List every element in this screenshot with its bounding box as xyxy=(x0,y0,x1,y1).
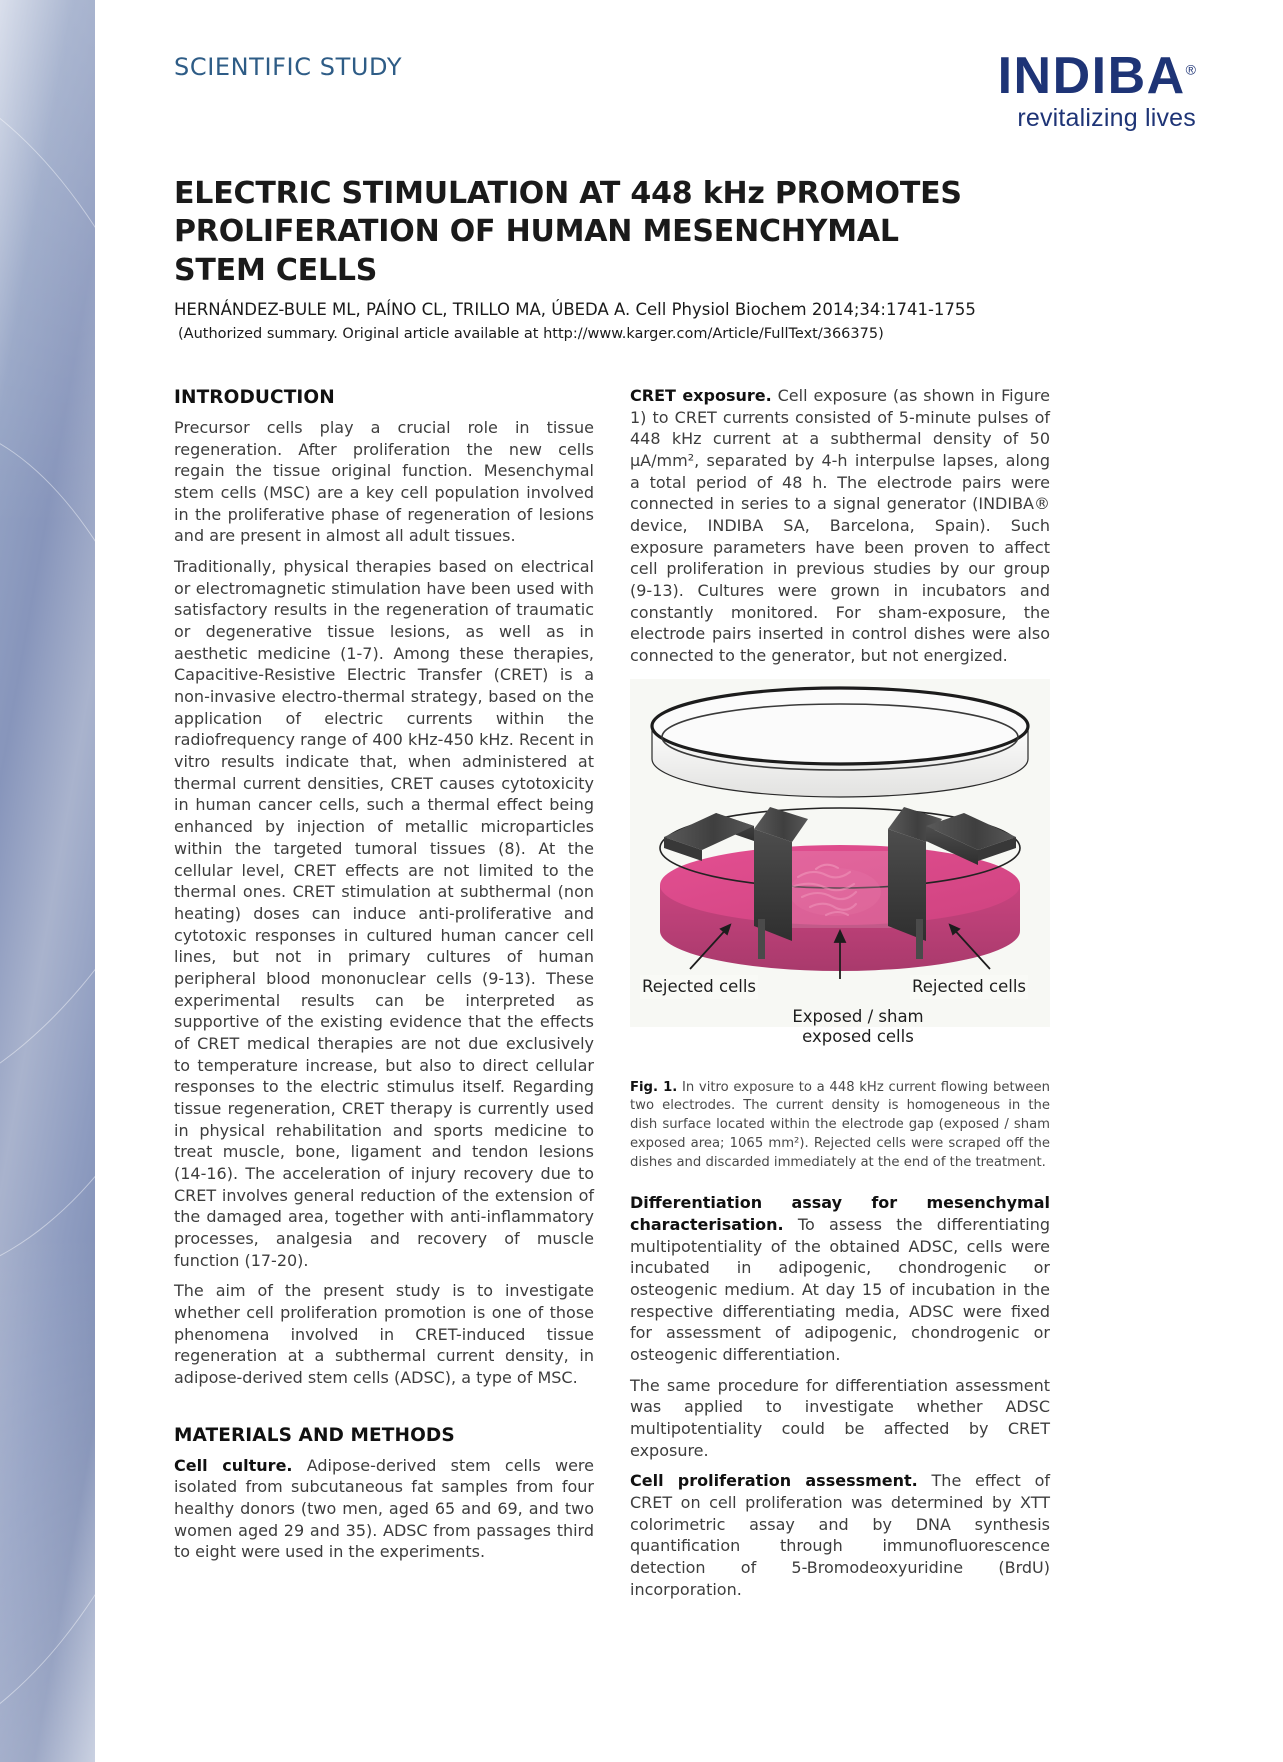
figure-1-illustration xyxy=(630,679,1050,1047)
cret-exposure-body: Cell exposure (as shown in Figure 1) to CRET currents consisted of 5-minute pulses of 448 kHz current at a subthermal density of 50 µA/mm², separated by 4-h interpulse lapses, along a total period of 48 h. The electrode pairs were connected in series to a signal generator (INDIBA® device, INDIBA SA, Barcelona, Spain). Such exposure parameters have been proven to affect cell proliferation in previous studies by our group (9-13). Cultures were grown in incubators and constantly monitored. For sham-exposure, the electrode pairs inserted in control dishes were also connected to the generator, but not energized. xyxy=(630,386,1050,666)
figure-1-caption xyxy=(630,1079,1050,1173)
right-text-column xyxy=(630,385,1050,1610)
figure-caption-body: In vitro exposure to a 448 kHz current flowing between two electrodes. The current density is homogeneous in the dish surface located within the electrode gap (exposed / sham exposed area; 1065 mm²). Rejected cells were scraped off the dishes and discarded immediately at the end of the treatment. xyxy=(630,1079,1050,1170)
figure-label-exposed-line2: exposed cells xyxy=(802,1027,914,1047)
cell-proliferation-body: The effect of CRET on cell proliferation was determined by XTT colorimetric assay and by DNA synthesis quantification through immunofluorescence detection of 5-Bromodeoxyuridine (BrdU) incorporation. xyxy=(630,1471,1051,1599)
cell-culture-lead: Cell culture. xyxy=(174,1455,293,1475)
band-shading xyxy=(0,0,95,1762)
document-page xyxy=(98,0,1283,1762)
decorative-side-band xyxy=(0,0,95,1762)
byline-authors: HERNÁNDEZ-BULE ML, PAÍNO CL, TRILLO MA, ÚBEDA A. Cell Physiol Biochem 2014;34:1741-1755 xyxy=(174,300,976,319)
figure-caption-lead: Fig. 1. xyxy=(630,1079,678,1095)
intro-paragraph-1: Precursor cells play a crucial role in tissue regeneration. After proliferation the new cells regain the tissue original function. Mesenchymal stem cells (MSC) are a key cell population involved in the proliferative phase of regeneration of lesions and are present in almost all adult tissues. xyxy=(174,418,594,546)
cell-proliferation-lead: Cell proliferation assessment. xyxy=(630,1471,918,1491)
page-title: ELECTRIC STIMULATION AT 448 kHz PROMOTES PROLIFERATION OF HUMAN MESENCHYMAL STEM CELLS xyxy=(174,176,962,288)
kicker-label: SCIENTIFIC STUDY xyxy=(174,53,403,81)
cell-culture-paragraph xyxy=(174,1455,594,1563)
indiba-logo xyxy=(997,47,1196,132)
intro-paragraph-2: Traditionally, physical therapies based on electrical or electromagnetic stimulation have been used with satisfactory results in the regeneration of traumatic or degenerative tissue lesions, as well as in aesthetic medicine (1-7). Among these therapies, Capacitive-Resistive Electric Transfer (CRET) is a non-invasive electro-thermal strategy, based on the application of electric currents within the radiofrequency range of 400 kHz-450 kHz. Recent in vitro results indicate that, when administered at thermal current densities, CRET causes cytotoxicity in human cancer cells, such a thermal effect being enhanced by injection of metallic microparticles within the targeted tumoral tissues (8). At the cellular level, CRET effects are not limited to the thermal ones. CRET stimulation at subthermal (non heating) doses can induce anti-proliferative and cytotoxic responses in cultured human cancer cell lines, but not in primary cultures of human peripheral blood mononuclear cells (9-13). These experimental results can be interpreted as supportive of the existing evidence that the effects of CRET medical therapies are not due exclusively to temperature increase, but also to direct cellular responses to the electric stimulus itself. Regarding tissue regeneration, CRET therapy is currently used in physical rehabilitation and sports medicine to treat muscle, bone, ligament and tendon lesions (14-16). The acceleration of injury recovery due to CRET involves general reduction of the extension of the damaged area, together with anti-inflammatory processes, analgesia and recovery of muscle function (17-20). xyxy=(174,557,594,1270)
heading-materials-and-methods: MATERIALS AND METHODS xyxy=(174,1424,455,1446)
cret-exposure-paragraph xyxy=(630,385,1050,667)
byline xyxy=(174,298,1134,346)
differentiation-followup-paragraph: The same procedure for differentiation assessment was applied to investigate whether ADSC multipotentiality could be affected by CRET exposure. xyxy=(630,1375,1050,1460)
byline-note: (Authorized summary. Original article available at http://www.karger.com/Article/FullText/366375) xyxy=(178,325,884,342)
logo-tagline: revitalizing lives xyxy=(1017,104,1196,132)
left-text-column xyxy=(174,385,594,1572)
figure-label-rejected-cells-left: Rejected cells xyxy=(640,975,758,999)
figure-label-exposed-cells xyxy=(758,1007,958,1048)
page-header xyxy=(174,47,1196,140)
logo-word-text: INDIBA xyxy=(997,47,1186,105)
logo-wordmark xyxy=(997,47,1196,105)
heading-introduction: INTRODUCTION xyxy=(174,387,335,408)
differentiation-assay-paragraph xyxy=(630,1192,1050,1365)
cell-proliferation-paragraph xyxy=(630,1470,1050,1600)
figure-label-exposed-line1: Exposed / sham xyxy=(792,1006,924,1026)
registered-trademark-icon: ® xyxy=(1185,61,1196,78)
cret-exposure-lead: CRET exposure. xyxy=(630,386,772,405)
differentiation-assay-body: To assess the differentiating multipotentiality of the obtained ADSC, cells were incubated in adipogenic, chondrogenic or osteogenic medium. At day 15 of incubation in the respective differentiating media, ADSC were fixed for assessment of adipogenic, chondrogenic or osteogenic differentiation. xyxy=(630,1215,1050,1365)
figure-label-rejected-cells-right: Rejected cells xyxy=(910,975,1028,999)
differentiation-assay-lead: Differentiation assay for mesenchymal characterisation. xyxy=(630,1193,1050,1235)
cell-culture-body: Adipose-derived stem cells were isolated from subcutaneous fat samples from four healthy donors (two men, aged 65 and 69, and two women aged 29 and 35). ADSC from passages third to eight were used in the experiments. xyxy=(174,1455,594,1562)
intro-paragraph-3: The aim of the present study is to investigate whether cell proliferation promotion is one of those phenomena involved in CRET-induced tissue regeneration at a subthermal current density, in adipose-derived stem cells (ADSC), a type of MSC. xyxy=(174,1281,594,1387)
